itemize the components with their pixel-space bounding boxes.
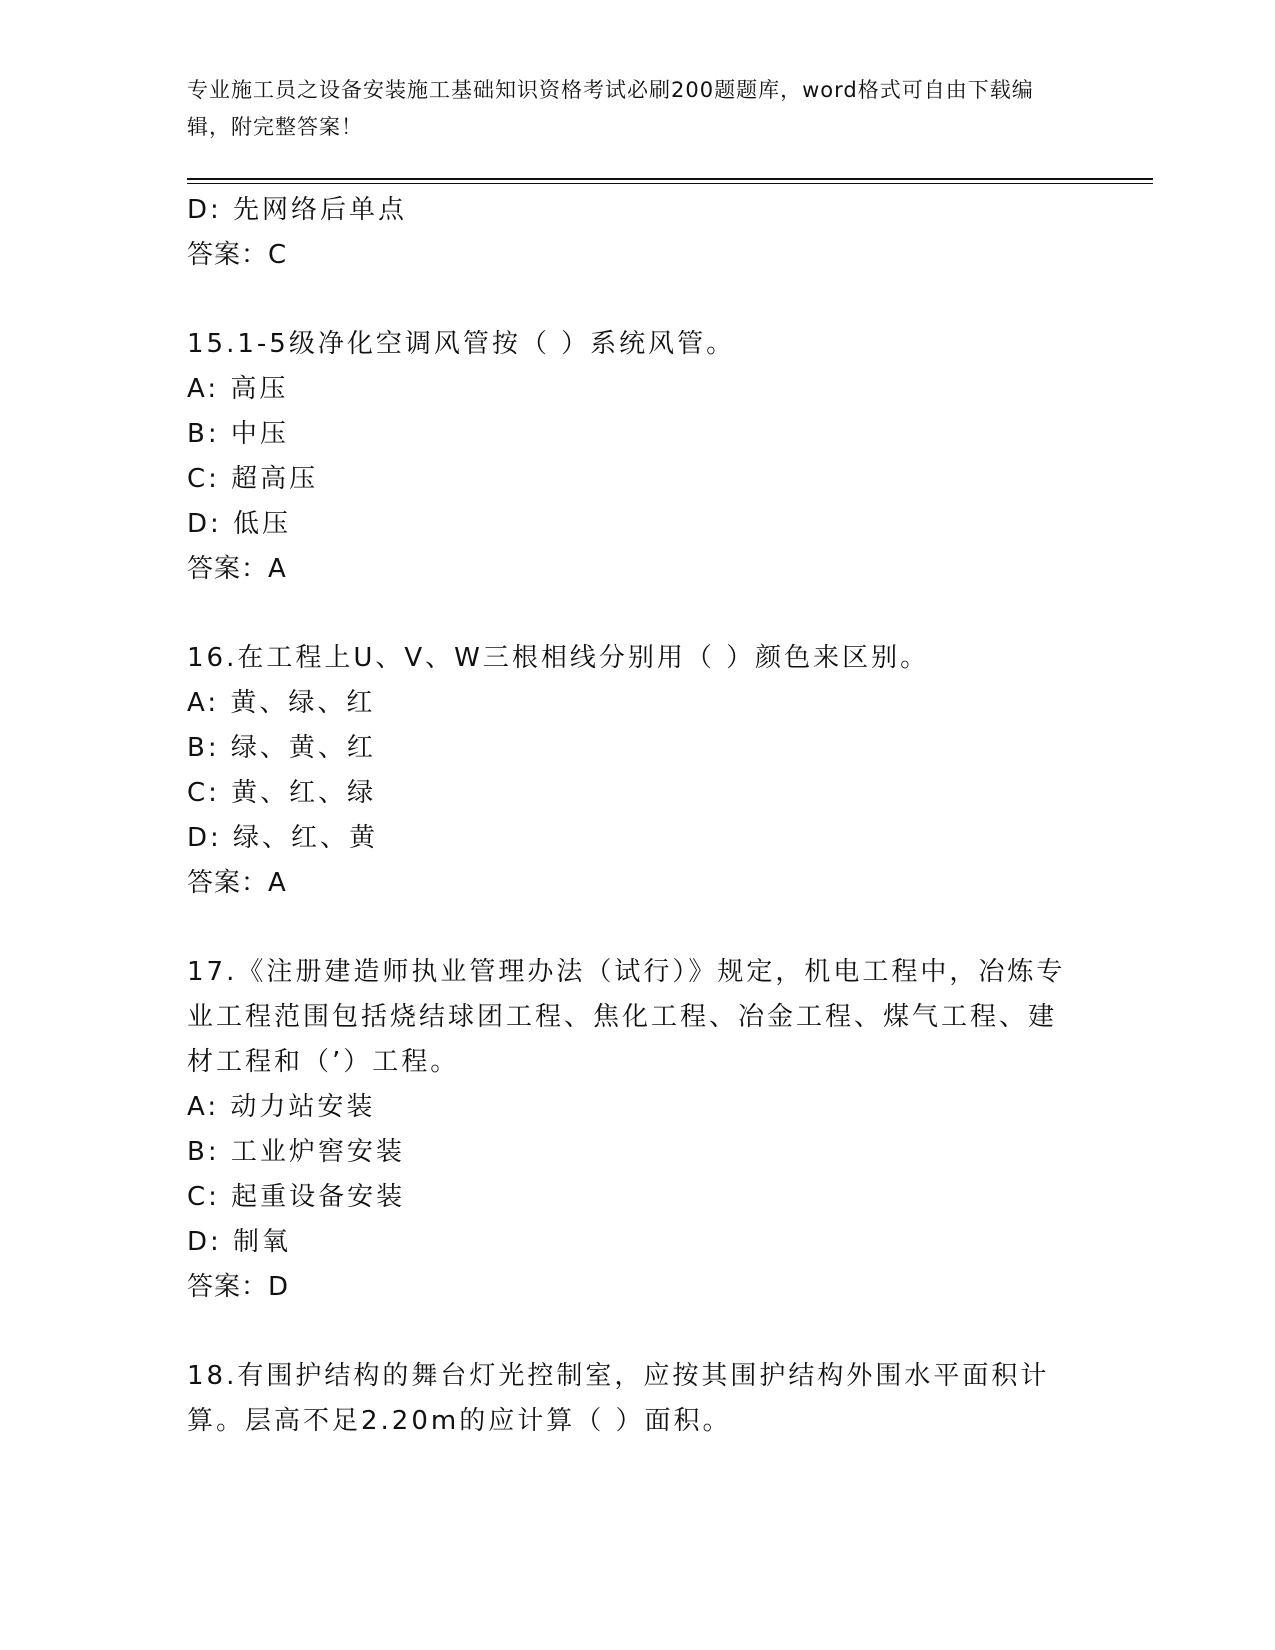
- option-d: D: 制氧: [187, 1227, 292, 1257]
- option-a: A: 黄、绿、红: [187, 688, 376, 718]
- question-15: [187, 322, 1087, 592]
- question-stem: 17.《注册建造师执业管理办法（试行）》规定，机电工程中，冶炼专业工程范围包括烧结球团工程、焦化工程、冶金工程、煤气工程、建材工程和（’）工程。: [187, 957, 1066, 1077]
- option-d: D: 低压: [187, 509, 292, 539]
- option-c: C: 起重设备安装: [187, 1182, 406, 1212]
- question-16: [187, 636, 1087, 906]
- document-header: 专业施工员之设备安装施工基础知识资格考试必刷200题题库，word格式可自由下载编辑，附完整答案！: [187, 78, 1034, 139]
- header-divider-thin: [187, 183, 1153, 184]
- question-stem: 15.1-5级净化空调风管按（ ）系统风管。: [187, 329, 736, 359]
- answer: 答案：D: [187, 1272, 290, 1302]
- header-divider-thick: [187, 178, 1153, 180]
- option-a: A: 动力站安装: [187, 1092, 376, 1122]
- answer: 答案：A: [187, 868, 287, 898]
- question-stem: 18.有围护结构的舞台灯光控制室，应按其围护结构外围水平面积计算。层高不足2.20m的应计算（ ）面积。: [187, 1361, 1050, 1436]
- prev-answer: 答案：C: [187, 240, 288, 270]
- option-b: B: 工业炉窖安装: [187, 1137, 405, 1167]
- option-b: B: 绿、黄、红: [187, 733, 376, 763]
- option-c: C: 黄、红、绿: [187, 778, 377, 808]
- answer: 答案：A: [187, 554, 287, 584]
- option-a: A: 高压: [187, 374, 289, 404]
- question-18: [187, 1354, 1087, 1444]
- question-stem: 16.在工程上U、V、W三根相线分别用（ ）颜色来区别。: [187, 643, 930, 673]
- prev-option-d: D: 先网络后单点: [187, 195, 408, 225]
- option-c: C: 超高压: [187, 464, 319, 494]
- option-d: D: 绿、红、黄: [187, 823, 379, 853]
- document-body: [187, 188, 1087, 1444]
- question-17: [187, 950, 1087, 1310]
- option-b: B: 中压: [187, 419, 289, 449]
